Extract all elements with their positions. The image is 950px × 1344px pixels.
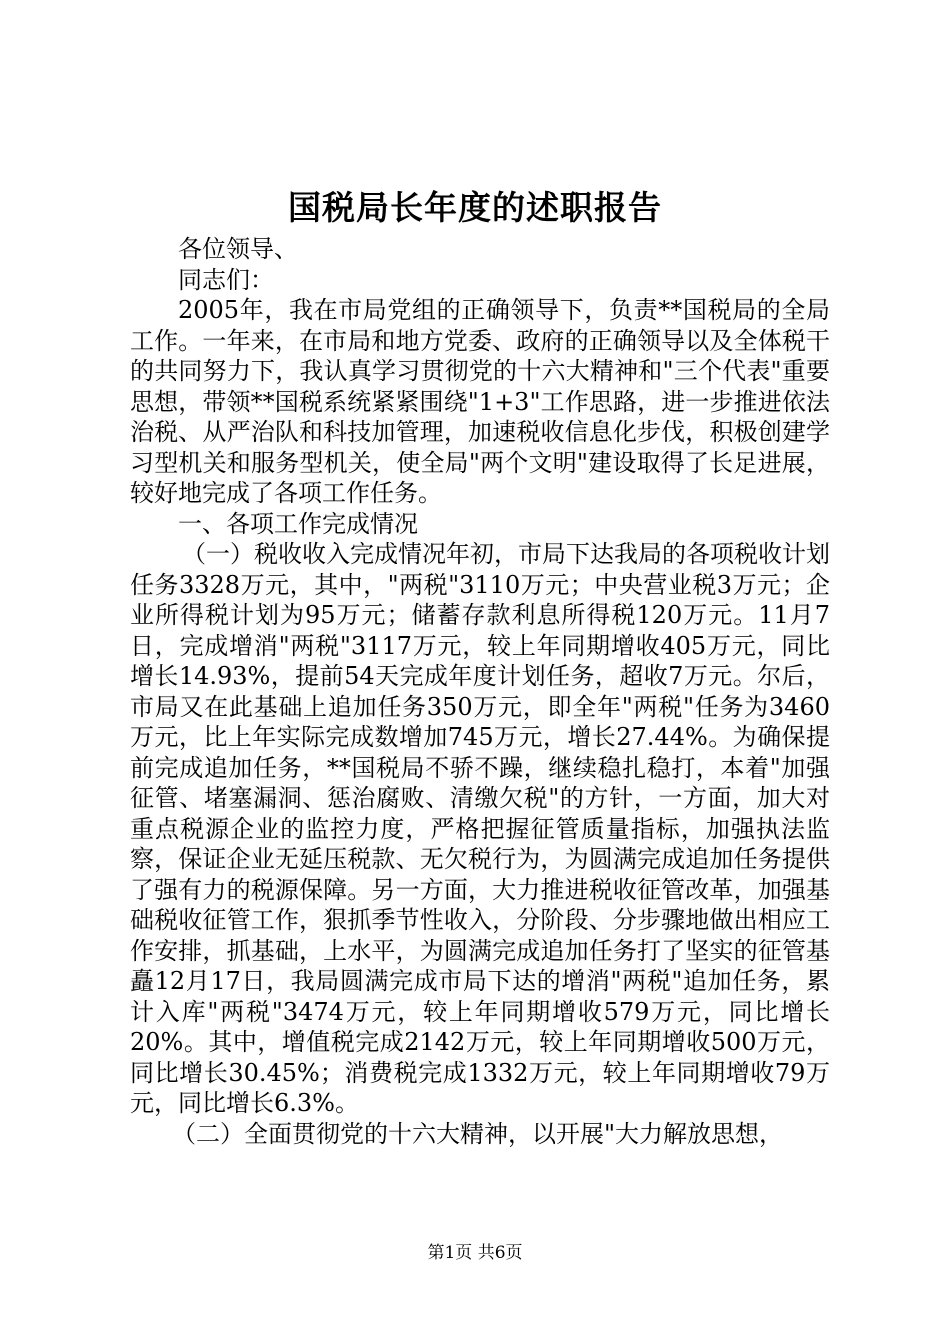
paragraph-revenue: （一）税收收入完成情况年初，市局下达我局的各项税收计划任务3328万元，其中，"两税"3110万元；中央营业税3万元；企业所得税计划为95万元；储蓄存款利息所得税120万元。11月7日，完成增消"两税"3117万元，较上年同期增收405万元，同比增长14.93%，提前54天完成年度计划任务，超收7万元。尔后，市局又在此基础上追加任务350万元，即全年"两税"任务为3460万元，比上年实际完成数增加745万元，增长27.44%。为确保提前完成追加任务，**国税局不骄不躁，继续稳扎稳打，本着"加强征管、堵塞漏洞、惩治腐败、清缴欠税"的方针，一方面，加大对重点税源企业的监控力度，严格把握征管质量指标，加强执法监察，保证企业无延压税款、无欠税行为，为圆满完成追加任务提供了强有力的税源保障。另一方面，大力推进税收征管改革，加强基础税收征管工作，狠抓季节性收入，分阶段、分步骤地做出相应工作安排，抓基础，上水平，为圆满完成追加任务打了坚实的征管基矗12月17日，我局圆满完成市局下达的增消"两税"追加任务，累计入库"两税"3474万元，较上年同期增收579万元，同比增长20%。其中，增值税完成2142万元，较上年同期增收500万元，同比增长30.45%；消费税完成1332万元，较上年同期增收79万元，同比增长6.3%。 (130, 540, 830, 1117)
document-title: 国税局长年度的述职报告 (288, 188, 662, 227)
document-body (130, 234, 830, 1149)
section-heading-1: 一、各项工作完成情况 (178, 509, 418, 538)
paragraph-intro: 2005年，我在市局党组的正确领导下，负责**国税局的全局工作。一年来，在市局和地方党委、政府的正确领导以及全体税干的共同努力下，我认真学习贯彻党的十六大精神和"三个代表"重要思想，带领**国税系统紧紧围绕"1+3"工作思路，进一步推进依法治税、从严治队和科技加管理，加速税收信息化步伐，积极创建学习型机关和服务型机关，使全局"两个文明"建设取得了长足进展，较好地完成了各项工作任务。 (130, 296, 830, 507)
salutation-line-1: 各位领导、 (178, 235, 298, 263)
page-footer: 第1页 共6页 (427, 1243, 523, 1263)
paragraph-second: （二）全面贯彻党的十六大精神，以开展"大力解放思想， (172, 1119, 784, 1148)
salutation-line-2: 同志们： (178, 265, 274, 294)
